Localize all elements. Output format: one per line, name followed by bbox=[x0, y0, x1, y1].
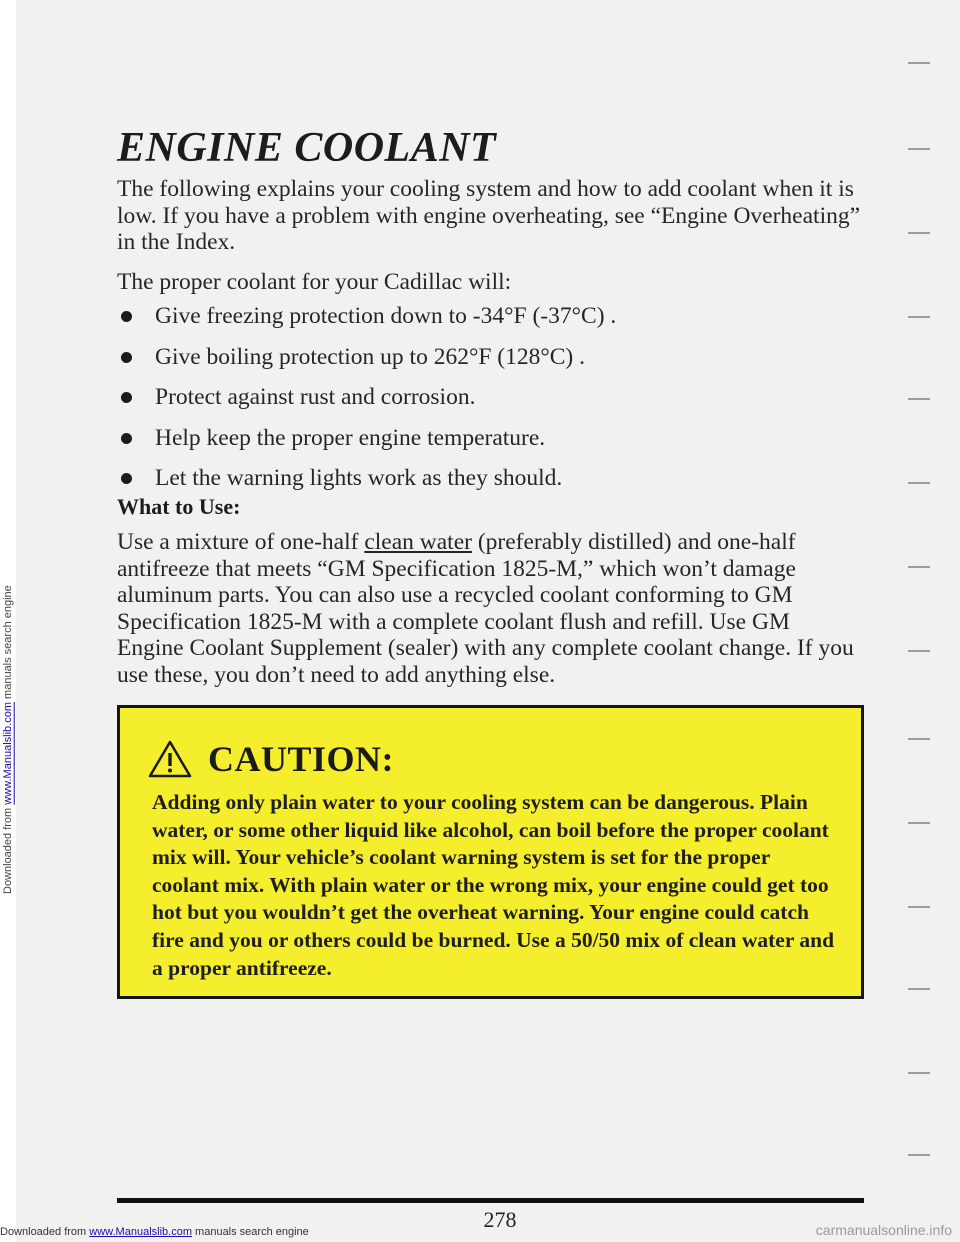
margin-tick bbox=[908, 232, 930, 234]
margin-tick bbox=[908, 738, 930, 740]
list-item bbox=[117, 425, 862, 466]
bullet-icon bbox=[121, 311, 132, 322]
side-watermark-prefix: Downloaded from bbox=[2, 808, 14, 895]
footer-watermark-suffix: manuals search engine bbox=[195, 1226, 309, 1238]
margin-tick bbox=[908, 316, 930, 318]
margin-tick bbox=[908, 822, 930, 824]
margin-tick bbox=[908, 1072, 930, 1074]
footer-watermark-prefix: Downloaded from bbox=[0, 1226, 87, 1238]
what-to-use-paragraph bbox=[117, 529, 862, 688]
bullet-icon bbox=[121, 473, 132, 484]
footer-rule bbox=[117, 1198, 864, 1203]
lead-paragraph: The proper coolant for your Cadillac will: bbox=[117, 269, 512, 295]
list-item-text: Give boiling protection up to 262°F (128°C) . bbox=[155, 343, 586, 370]
margin-tick bbox=[908, 62, 930, 64]
what-to-use-text-after: (preferably distilled) and one-half antifreeze that meets “GM Specification 1825-M,” which won’t damage aluminum parts. You can also use a recycled coolant conforming to GM Specification 1825-M with a complete coolant flush and refill. Use GM Engine Coolant Supplement (sealer) with any complete coolant change. If you use these, you don’t need to add anything else. bbox=[117, 529, 854, 688]
side-watermark bbox=[0, 340, 16, 1140]
margin-tick bbox=[908, 566, 930, 568]
margin-tick bbox=[908, 650, 930, 652]
caution-label: CAUTION: bbox=[208, 739, 395, 779]
list-item-text: Help keep the proper engine temperature. bbox=[155, 424, 546, 451]
footer-watermark bbox=[0, 1226, 309, 1238]
list-item bbox=[117, 384, 862, 425]
margin-tick bbox=[908, 148, 930, 150]
side-watermark-suffix: manuals search engine bbox=[2, 585, 14, 700]
margin-tick bbox=[908, 398, 930, 400]
list-item-text: Let the warning lights work as they should. bbox=[155, 465, 563, 491]
footer-watermark-link[interactable]: www.Manualslib.com bbox=[89, 1226, 192, 1238]
what-to-use-text-before: Use a mixture of one-half bbox=[117, 529, 365, 555]
page-title: ENGINE COOLANT bbox=[117, 125, 497, 171]
what-to-use-underlined: clean water bbox=[364, 529, 472, 555]
coolant-benefits-list bbox=[117, 303, 862, 506]
list-item bbox=[117, 344, 862, 385]
caution-header bbox=[148, 738, 394, 780]
margin-tick bbox=[908, 988, 930, 990]
margin-tick bbox=[908, 1154, 930, 1156]
intro-paragraph: The following explains your cooling system and how to add coolant when it is low. If you have a problem with engine overheating, see “Engine Overheating” in the Index. bbox=[117, 176, 861, 255]
caution-text: Adding only plain water to your cooling system can be dangerous. Plain water, or some other liquid like alcohol, can boil before the proper coolant mix will. Your vehicle’s coolant warning system is set for the proper coolant mix. With plain water or the wrong mix, your engine could get too hot but you wouldn’t get the overheat warning. Your engine could catch fire and you or others could be burned. Use a 50/50 mix of clean water and a proper antifreeze. bbox=[152, 790, 835, 980]
footer-site-watermark: carmanualsonline.info bbox=[815, 1222, 952, 1238]
caution-box bbox=[117, 705, 864, 999]
what-to-use-heading: What to Use: bbox=[117, 494, 241, 519]
list-item bbox=[117, 303, 862, 344]
bullet-icon bbox=[121, 392, 132, 403]
side-watermark-link[interactable]: www.Manualslib.com bbox=[2, 702, 14, 806]
margin-tick bbox=[908, 906, 930, 908]
list-item-text: Protect against rust and corrosion. bbox=[155, 384, 476, 410]
page-number: 278 bbox=[483, 1207, 517, 1232]
bullet-icon bbox=[121, 352, 132, 363]
bullet-icon bbox=[121, 433, 132, 444]
margin-tick bbox=[908, 482, 930, 484]
warning-triangle-icon bbox=[148, 740, 192, 778]
list-item-text: Give freezing protection down to -34°F (-37°C) . bbox=[155, 303, 617, 329]
